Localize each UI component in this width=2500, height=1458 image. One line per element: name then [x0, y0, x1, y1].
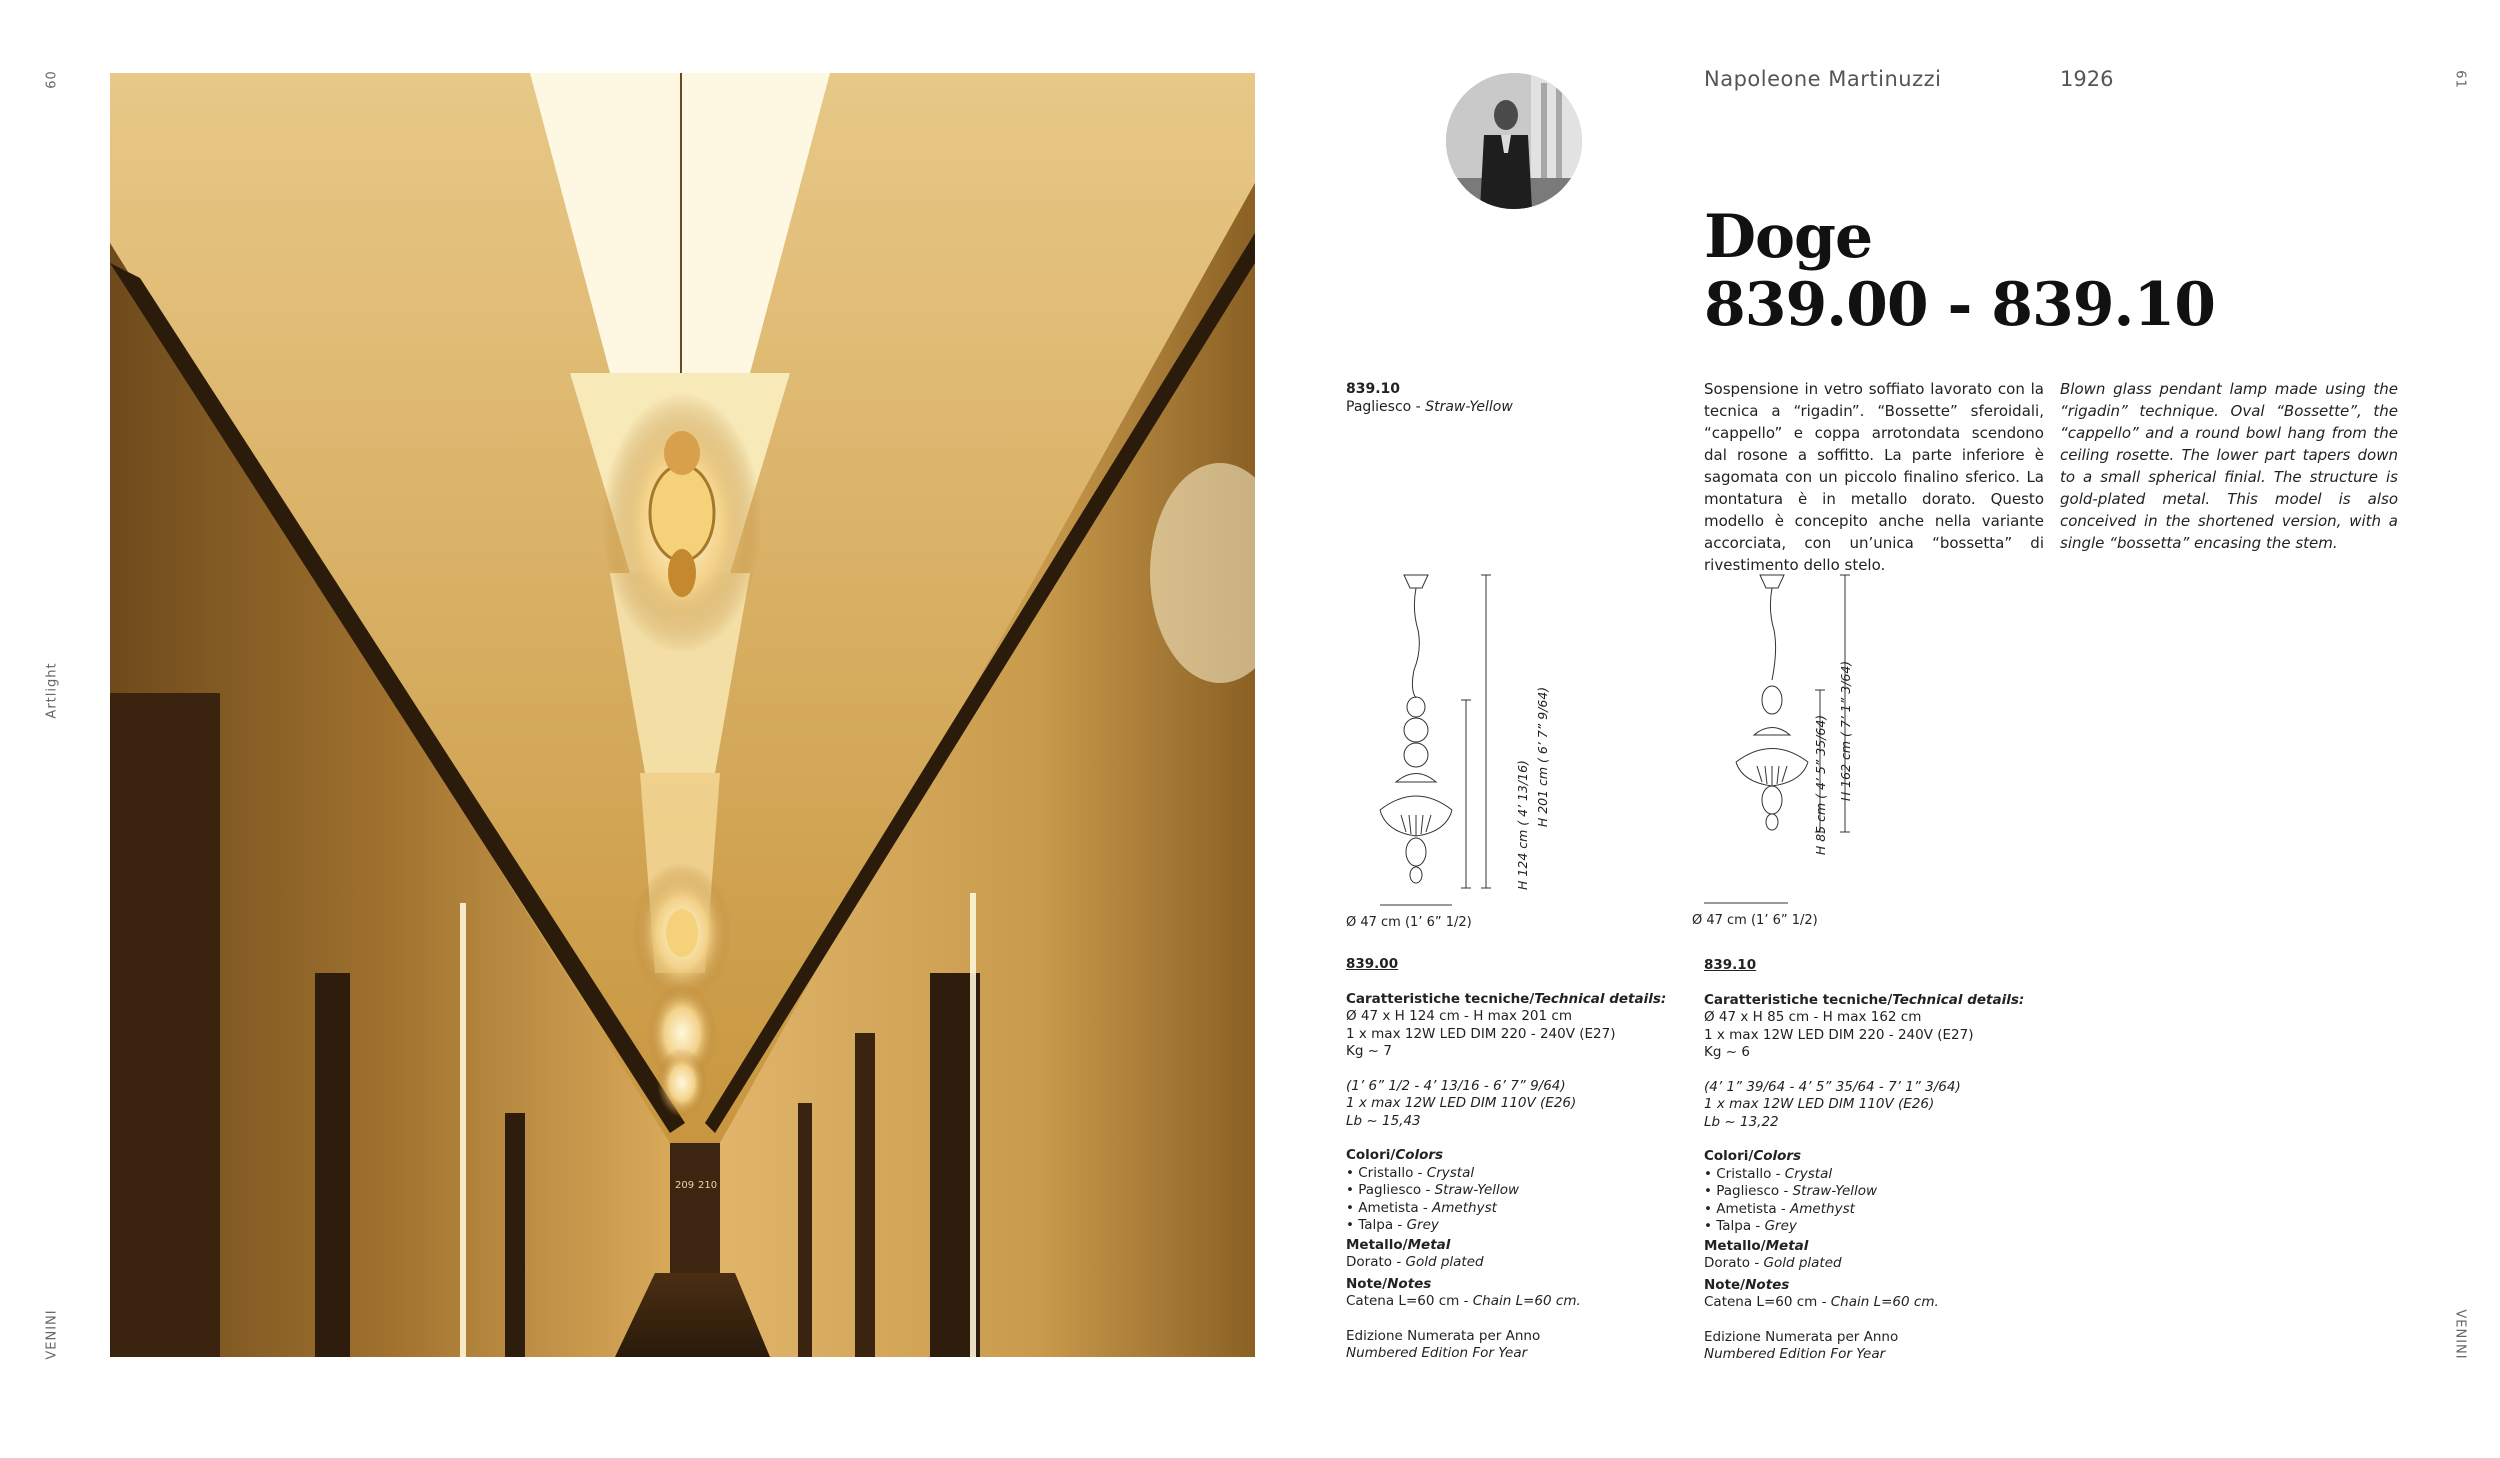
description-italian: Sospensione in vetro soffiato lavorato con la tecnica a “rigadin”. “Bossette” sferoidali, “cappello” e coppa arrotondata scendono dal rosone a soffitto. La parte inferiore è sagomata con un piccolo finalino sferico. La montatura è in metallo dorato. Questo modello è concepito anche nella variante accorciata, con un’unica “bossetta” di rivestimento dello stelo. — [1704, 380, 2044, 574]
spec-column-839-10 — [1704, 957, 2064, 1364]
variant-caption — [1346, 380, 1513, 416]
description-english: Blown glass pendant lamp made using the “rigadin” technique. Oval “Bossette”, the “cappello” and a round bowl hang from the ceiling rosette. The lower part tapers down to a small spherical finial. The structure is gold-plated metal. This model is also conceived in the shortened version, with a single “bossetta” encasing the stem. — [2060, 380, 2398, 552]
spec-colors-label: Colori/Colors — [1346, 1147, 1444, 1163]
spec-code: 839.10 — [1704, 957, 1757, 973]
section-label: Artlight — [44, 662, 60, 719]
drawing-diameter: Ø 47 cm (1’ 6” 1/2) — [1346, 915, 1472, 930]
spec-color-item: • Cristallo - Crystal — [1346, 1164, 1475, 1181]
drawing-height-outer: H 201 cm ( 6’ 7” 9/64) — [1535, 686, 1550, 828]
product-title — [1704, 203, 2215, 339]
technical-drawing-839-10 — [1692, 570, 1890, 940]
spec-color-item: • Cristallo - Crystal — [1704, 1165, 1833, 1182]
spec-edition: Edizione Numerata per Anno — [1346, 1327, 1541, 1344]
variant-code: 839.10 — [1346, 381, 1401, 397]
spec-imperial-weight: Lb ~ 15,43 — [1346, 1112, 1421, 1129]
spec-edition: Edizione Numerata per Anno — [1704, 1328, 1899, 1345]
spec-notes: Catena L=60 cm - Chain L=60 cm. — [1346, 1293, 1581, 1309]
spec-edition-en: Numbered Edition For Year — [1704, 1346, 1886, 1362]
drawing-height-inner: H 124 cm ( 4’ 13/16) — [1515, 760, 1530, 890]
spec-imperial-dimensions: (4’ 1” 39/64 - 4’ 5” 35/64 - 7’ 1” 3/64) — [1704, 1078, 1961, 1095]
drawing-diameter: Ø 47 cm (1’ 6” 1/2) — [1692, 913, 1818, 928]
spec-notes-label: Note/Notes — [1704, 1276, 1790, 1293]
spec-color-item: • Pagliesco - Straw-Yellow — [1704, 1183, 1878, 1199]
spec-edition-en: Numbered Edition For Year — [1346, 1345, 1528, 1361]
spec-notes-label: Note/Notes — [1346, 1275, 1432, 1292]
room-number: 210 — [698, 1180, 718, 1191]
spec-notes: Catena L=60 cm - Chain L=60 cm. — [1704, 1294, 1939, 1310]
spec-imperial-bulb: 1 x max 12W LED DIM 110V (E26) — [1346, 1095, 1577, 1111]
page-number-right: 61 — [2452, 70, 2468, 89]
spec-column-839-00 — [1346, 956, 1686, 1363]
corridor-photo — [110, 73, 1255, 1357]
drawing-height-inner: H 85 cm ( 4’ 5” 35/64) — [1813, 714, 1828, 856]
spec-tech-label: Caratteristiche tecniche/Technical details: — [1346, 990, 1667, 1007]
spec-color-item: • Ametista - Amethyst — [1346, 1199, 1497, 1216]
spec-metal-label: Metallo/Metal — [1346, 1236, 1451, 1253]
spec-code: 839.00 — [1346, 956, 1399, 972]
spec-dimensions: Ø 47 x H 124 cm - H max 201 cm — [1346, 1008, 1572, 1024]
design-year: 1926 — [2060, 67, 2114, 91]
spec-imperial-weight: Lb ~ 13,22 — [1704, 1113, 1779, 1130]
room-number: 209 — [675, 1180, 695, 1191]
page-number-left: 60 — [44, 70, 60, 89]
spec-dimensions: Ø 47 x H 85 cm - H max 162 cm — [1704, 1009, 1922, 1025]
variant-color: Pagliesco - Straw-Yellow — [1346, 399, 1513, 415]
spec-color-item: • Ametista - Amethyst — [1704, 1200, 1855, 1217]
spec-bulb: 1 x max 12W LED DIM 220 - 240V (E27) — [1704, 1026, 1974, 1043]
spec-color-item: • Talpa - Grey — [1704, 1218, 1797, 1234]
spec-tech-label: Caratteristiche tecniche/Technical details: — [1704, 991, 2025, 1008]
spec-colors-label: Colori/Colors — [1704, 1148, 1802, 1164]
technical-drawing-839-00 — [1346, 570, 1550, 940]
designer-portrait — [1446, 73, 1582, 209]
product-name: Doge — [1704, 202, 1873, 272]
drawing-height-outer: H 162 cm ( 7’ 1” 3/64) — [1838, 660, 1853, 802]
brand-label-left: VENINI — [44, 1309, 60, 1360]
spec-metal: Dorato - Gold plated — [1346, 1254, 1484, 1270]
spec-weight: Kg ~ 7 — [1346, 1043, 1392, 1059]
designer-name: Napoleone Martinuzzi — [1704, 67, 1942, 91]
spec-weight: Kg ~ 6 — [1704, 1044, 1750, 1060]
spec-metal: Dorato - Gold plated — [1704, 1255, 1842, 1271]
spec-bulb: 1 x max 12W LED DIM 220 - 240V (E27) — [1346, 1025, 1616, 1042]
spec-color-item: • Pagliesco - Straw-Yellow — [1346, 1182, 1520, 1198]
spec-metal-label: Metallo/Metal — [1704, 1237, 1809, 1254]
brand-label-right: VENINI — [2452, 1309, 2468, 1360]
spec-color-item: • Talpa - Grey — [1346, 1217, 1439, 1233]
product-codes: 839.00 - 839.10 — [1704, 270, 2215, 340]
spec-imperial-dimensions: (1’ 6” 1/2 - 4’ 13/16 - 6’ 7” 9/64) — [1346, 1077, 1566, 1094]
spec-imperial-bulb: 1 x max 12W LED DIM 110V (E26) — [1704, 1096, 1935, 1112]
